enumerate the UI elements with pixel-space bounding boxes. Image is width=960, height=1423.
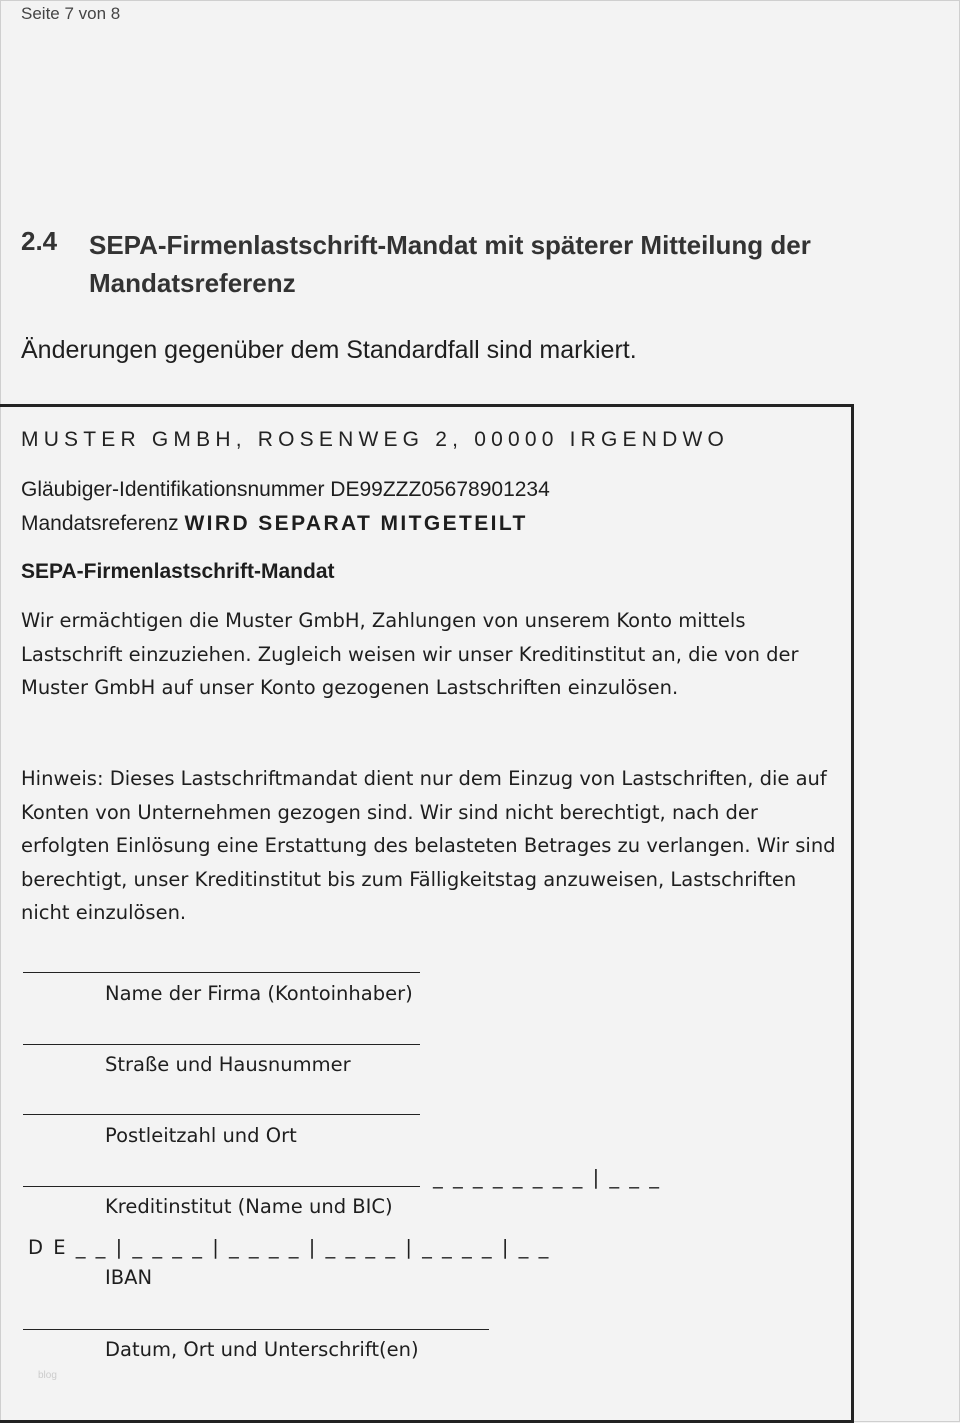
intro-text: Änderungen gegenüber dem Standardfall sind markiert. [21,336,637,364]
city-line[interactable] [23,1114,420,1115]
creditor-company: MUSTER GMBH, ROSENWEG 2, 00000 IRGENDWO [21,428,730,451]
watermark: blog [38,1370,57,1381]
page-number: Seite 7 von 8 [21,4,121,23]
bank-line[interactable] [23,1186,420,1187]
authorization-paragraph: Wir ermächtigen die Muster GmbH, Zahlungen von unserem Konto mittels Lastschrift einzuziehen. Zugleich weisen wir unser Kreditinstitut an, die von der Muster GmbH auf unser Konto gezogenen Lastschriften einzulösen. [21,609,799,699]
creditor-id: Gläubiger-Identifikationsnummer DE99ZZZ05678901234 [21,478,550,501]
bank-label: Kreditinstitut (Name und BIC) [105,1195,393,1218]
signature-label: Datum, Ort und Unterschrift(en) [105,1338,419,1361]
name-line[interactable] [23,972,420,973]
iban-label: IBAN [105,1266,153,1289]
iban-field[interactable]: D E _ _ | _ _ _ _ | _ _ _ _ | _ _ _ _ | _ _ _ _ | _ _ [28,1236,551,1259]
street-label: Straße und Hausnummer [105,1053,351,1076]
mandate-reference [21,512,528,536]
mandate-reference-value: WIRD SEPARAT MITGETEILT [184,512,528,535]
notice-paragraph: Hinweis: Dieses Lastschriftmandat dient nur dem Einzug von Lastschriften, die auf Konten von Unternehmen gezogen sind. Wir sind nicht berechtigt, nach der erfolgten Einlösung eine Erstattung des belasteten Betrages zu verlangen. Wir sind berechtigt, unser Kreditinstitut bis zum Fälligkeitstag anzuweisen, Lastschriften nicht einzulösen. [21,767,836,924]
mandate-reference-label: Mandatsreferenz [21,512,179,535]
signature-line[interactable] [23,1329,489,1330]
section-title: SEPA-Firmenlastschrift-Mandat mit späterer Mitteilung der Mandatsreferenz [89,230,811,298]
mandate-title: SEPA-Firmenlastschrift-Mandat [21,560,335,583]
city-label: Postleitzahl und Ort [105,1124,297,1147]
name-label: Name der Firma (Kontoinhaber) [105,982,413,1005]
street-line[interactable] [23,1044,420,1045]
section-number: 2.4 [21,226,58,256]
bic-field[interactable]: _ _ _ _ _ _ _ _ | _ _ _ [433,1166,662,1189]
